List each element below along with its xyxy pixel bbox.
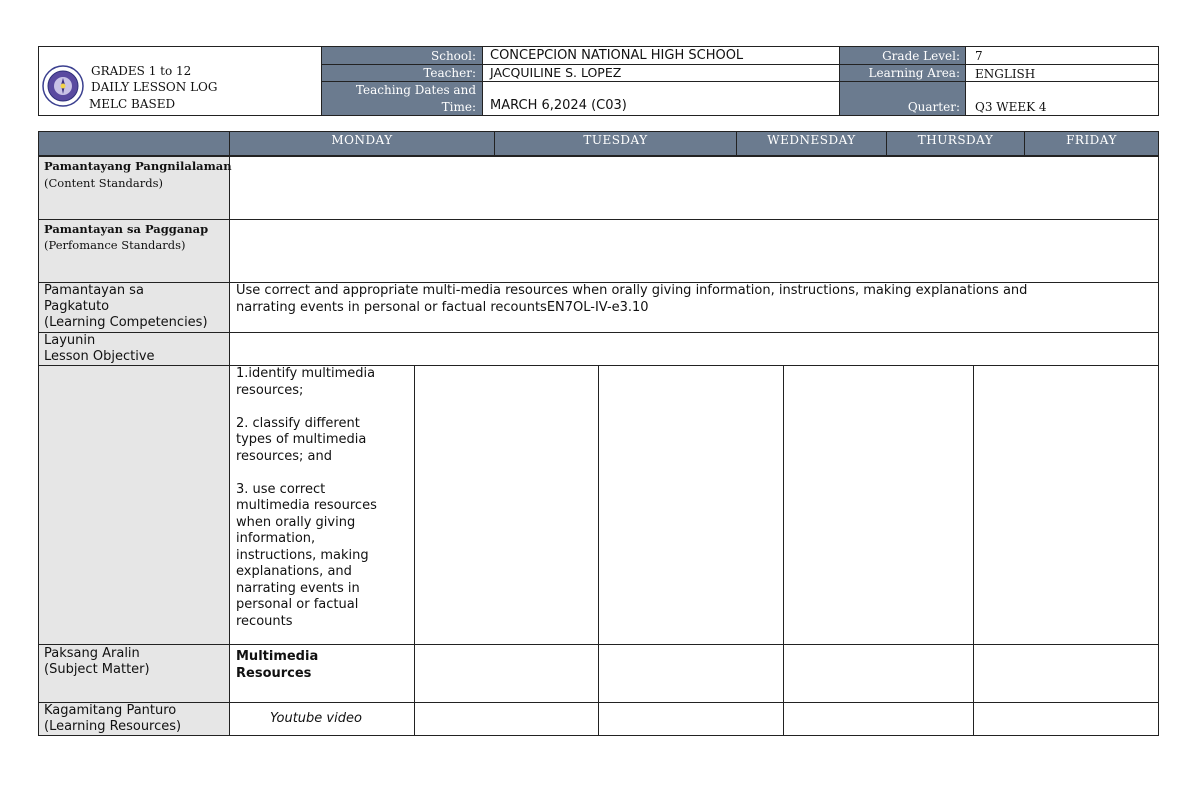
grade-level-label: Grade Level: <box>882 49 960 63</box>
objective-line: resources; and <box>236 448 332 464</box>
performance-standards-sub: (Perfomance Standards) <box>44 238 186 252</box>
learning-area-value: ENGLISH <box>975 67 1036 81</box>
day-friday: FRIDAY <box>1066 133 1117 147</box>
objective-line <box>236 399 412 416</box>
resources-value: Youtube video <box>270 711 362 726</box>
objective-line: types of multimedia <box>236 432 367 447</box>
objective-line: personal or factual <box>236 597 359 612</box>
quarter-label: Quarter: <box>907 100 960 114</box>
objective-line: resources; <box>236 382 304 398</box>
competencies-sub: (Learning Competencies) <box>44 315 208 330</box>
deped-seal-icon <box>42 65 84 107</box>
grade-level-value: 7 <box>975 49 983 63</box>
objective-line: 3. use correct <box>236 481 326 497</box>
school-value: CONCEPCION NATIONAL HIGH SCHOOL <box>490 48 744 63</box>
objective-line: information, <box>236 531 316 546</box>
subject-matter-value-line1: Multimedia <box>236 649 319 664</box>
subject-matter-label: Paksang Aralin <box>44 646 140 661</box>
dates-value: MARCH 6,2024 (C03) <box>490 98 627 113</box>
objective-line: 2. classify different <box>236 415 360 431</box>
competencies-text-line1: Use correct and appropriate multi-media resources when orally giving information, instructions, making explanations and <box>236 283 1028 298</box>
content-standards-label: Pamantayang Pangnilalaman <box>44 159 232 173</box>
subject-matter-value-line2: Resources <box>236 666 312 681</box>
resources-sub: (Learning Resources) <box>44 719 182 734</box>
objective-line: explanations, and <box>236 564 352 579</box>
header-melc-title: MELC BASED <box>89 97 176 111</box>
resources-label: Kagamitang Panturo <box>44 703 177 718</box>
day-tuesday: TUESDAY <box>583 133 648 147</box>
objective-label: Layunin <box>44 333 96 348</box>
competencies-label-line2: Pagkatuto <box>44 299 110 314</box>
performance-standards-label: Pamantayan sa Pagganap <box>44 222 209 236</box>
objective-line: recounts <box>236 613 293 629</box>
objective-line: instructions, making <box>236 547 369 563</box>
objective-line: narrating events in <box>236 580 360 596</box>
header-grades-title: GRADES 1 to 12 <box>91 64 192 78</box>
competencies-label-line1: Pamantayan sa <box>44 283 144 298</box>
objective-line: multimedia resources <box>236 498 377 513</box>
competencies-text-line2: narrating events in personal or factual recountsEN7OL-IV-e3.10 <box>236 300 649 315</box>
objective-line <box>236 465 412 482</box>
day-monday: MONDAY <box>331 133 393 147</box>
learning-area-label: Learning Area: <box>868 66 960 80</box>
school-label: School: <box>431 49 476 63</box>
content-standards-sub: (Content Standards) <box>44 176 163 190</box>
objective-line: 1.identify multimedia <box>236 366 376 381</box>
teacher-label: Teacher: <box>423 66 476 80</box>
quarter-value: Q3 WEEK 4 <box>975 100 1047 114</box>
objectives-list <box>236 366 412 630</box>
header-dll-title: DAILY LESSON LOG <box>91 80 218 94</box>
objective-line: when orally giving <box>236 514 356 530</box>
subject-matter-sub: (Subject Matter) <box>44 662 150 677</box>
day-wednesday: WEDNESDAY <box>767 133 856 147</box>
teacher-value: JACQUILINE S. LOPEZ <box>490 65 622 80</box>
objective-sub: Lesson Objective <box>44 349 155 364</box>
dates-label-line1: Teaching Dates and <box>355 83 476 97</box>
dates-label-line2: Time: <box>441 100 476 114</box>
day-thursday: THURSDAY <box>917 133 994 147</box>
